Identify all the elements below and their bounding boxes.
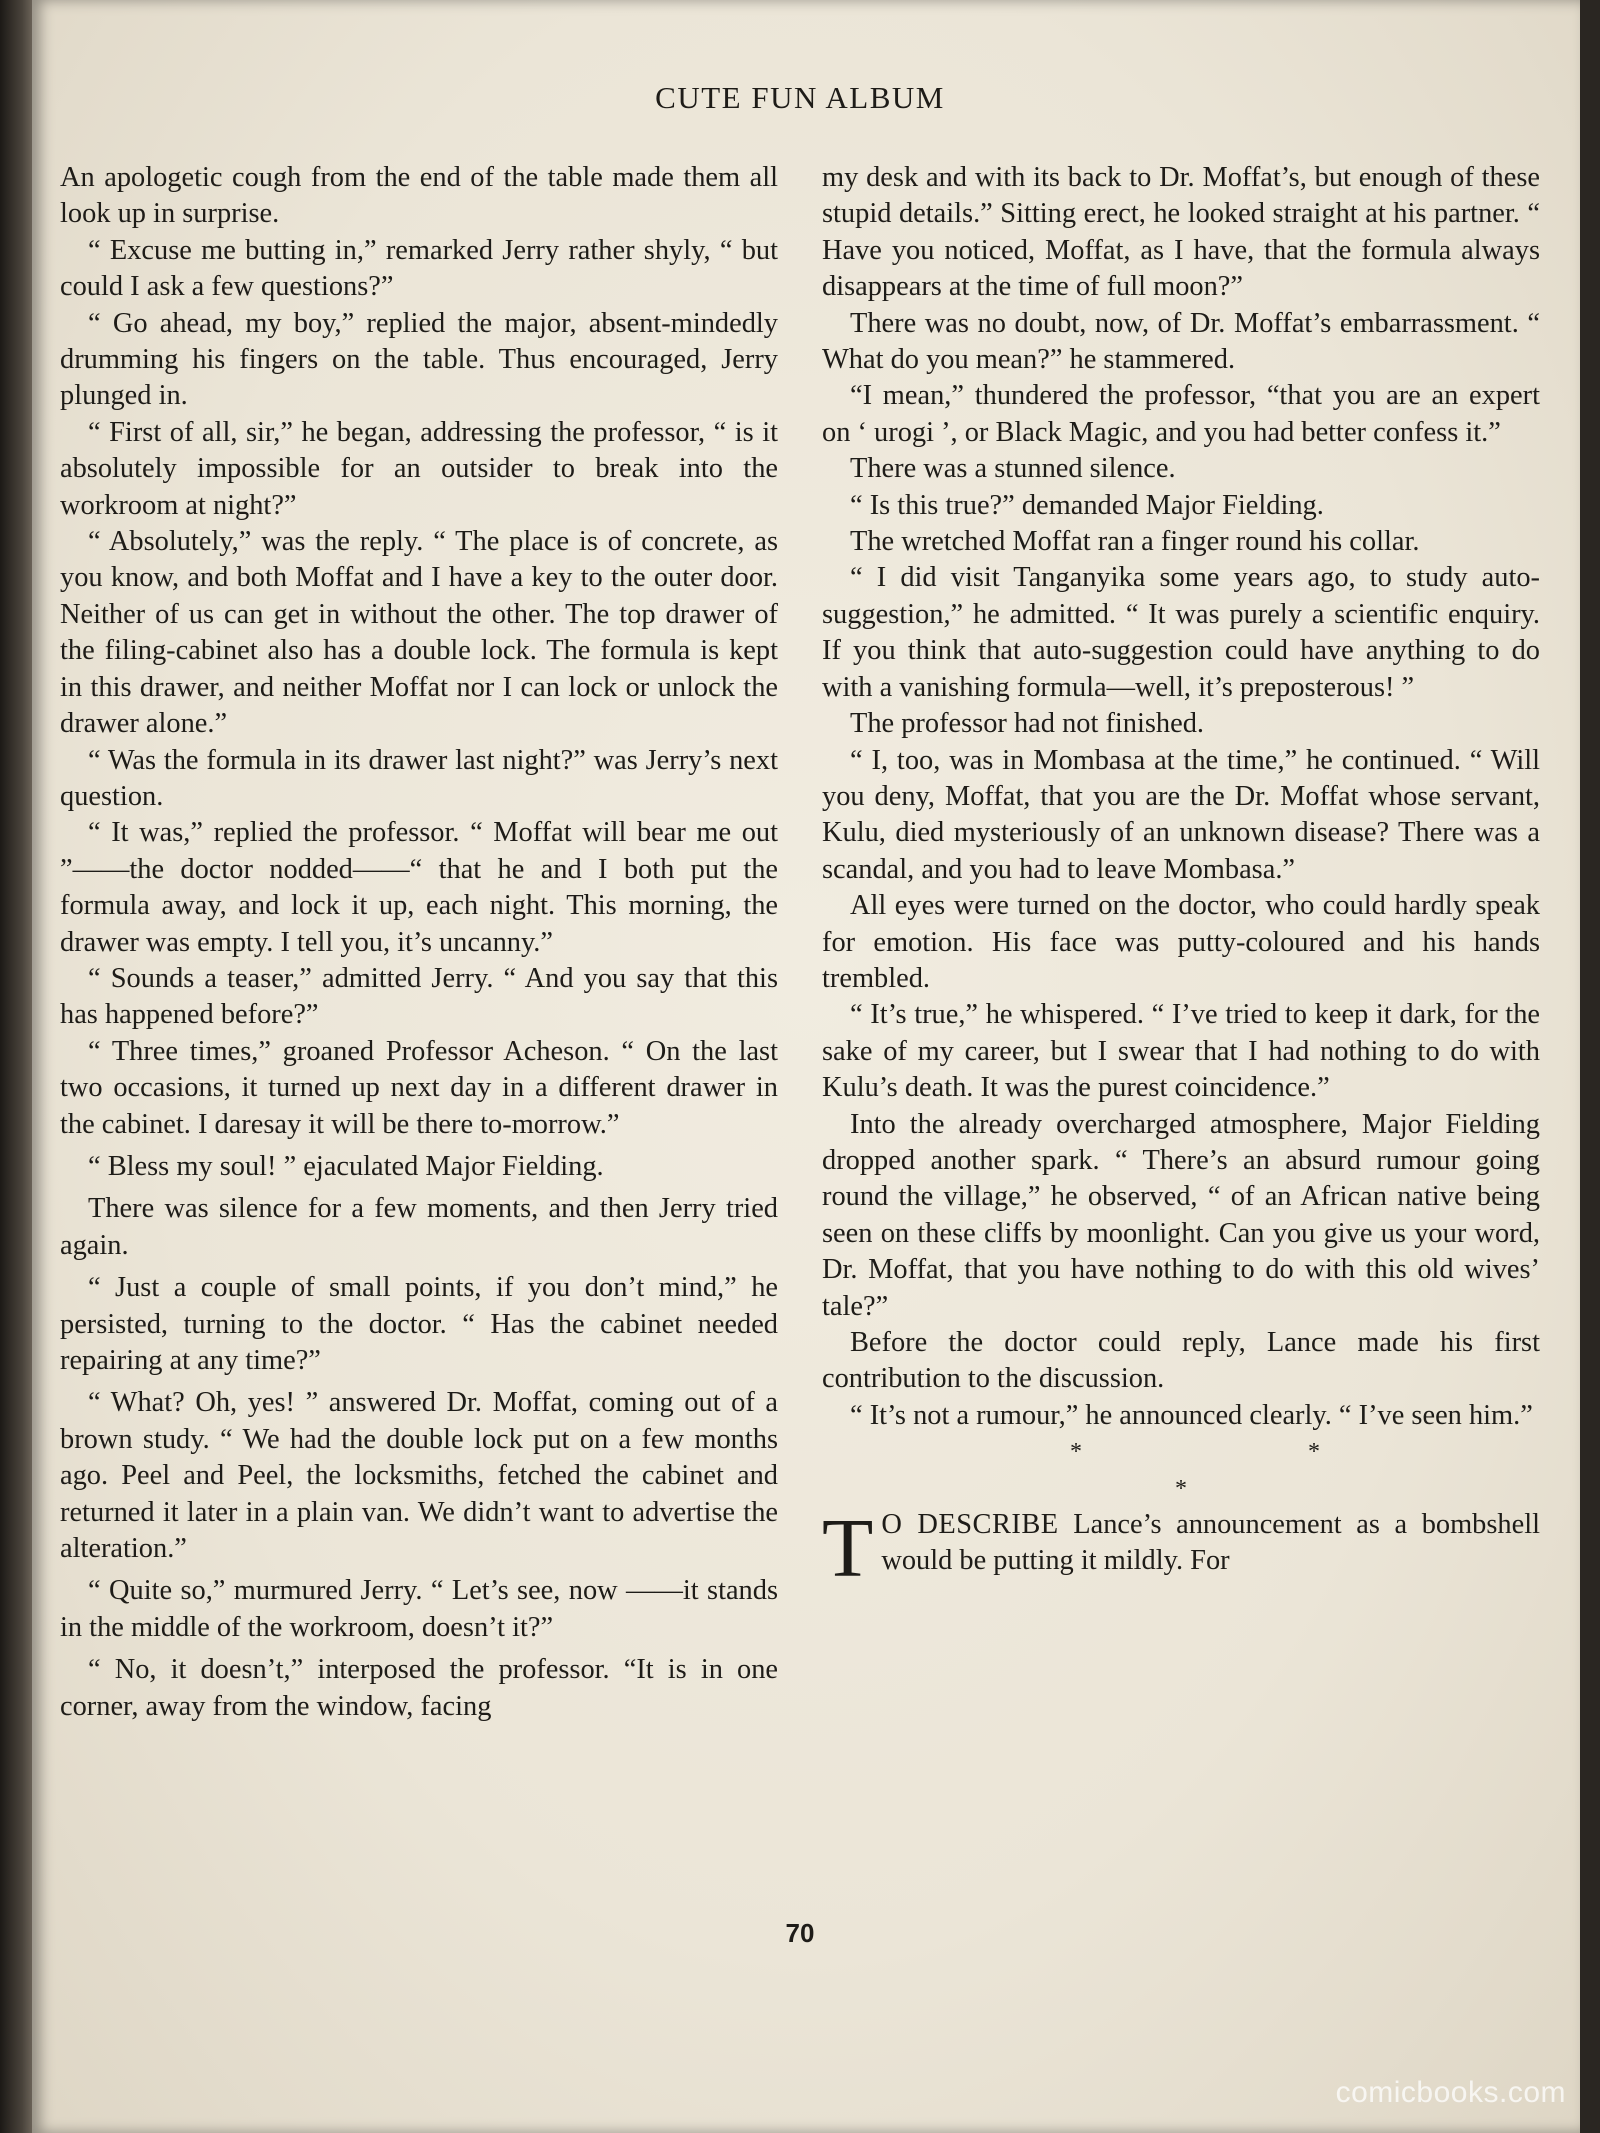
paragraph: “ Is this true?” demanded Major Fielding. [850, 489, 1324, 521]
paragraph: “ I, too, was in Mombasa at the time,” he continued. “ Will you deny, Moffat, that you are the Dr. Moffat whose servant, Kulu, died mysteriously of an unknown disease? There was a scandal, and you had to leave Mombasa.” [822, 744, 1540, 885]
final-paragraph [822, 1502, 1540, 1596]
paragraph: “ No, it doesn’t,” interposed the professor. “It is in one corner, away from the window, facing [60, 1654, 778, 1722]
watermark: comicbooks.com [1335, 2076, 1566, 2109]
paragraph: “ Just a couple of small points, if you don’t mind,” he persisted, turning to the doctor. “ Has the cabinet needed repairing at any time?” [60, 1272, 778, 1376]
paragraph: “ I did visit Tanganyika some years ago, to study auto-suggestion,” he admitted. “ It was purely a scientific enquiry. If you think that auto-suggestion could have anything to do with a vanishing formula—well, it’s preposterous! ” [822, 562, 1540, 703]
page-number: 70 [785, 1918, 815, 1948]
paragraph: “ Three times,” groaned Professor Acheson. “ On the last two occasions, it turned up next day in a different drawer in the cabinet. I daresay it will be there to-morrow.” [60, 1035, 778, 1140]
paragraph: All eyes were turned on the doctor, who could hardly speak for emotion. His face was putty-coloured and his hands trembled. [822, 890, 1540, 994]
paragraph: “ It’s true,” he whispered. “ I’ve tried to keep it dark, for the sake of my career, but I swear that I had nothing to do with Kulu’s death. It was the purest coincidence.” [822, 999, 1540, 1104]
paragraph: “ What? Oh, yes! ” answered Dr. Moffat, coming out of a brown study. “ We had the double lock put on a few months ago. Peel and Peel, the locksmiths, fetched the cabinet and returned it later in a plain van. We didn’t want to advertise the alteration.” [60, 1387, 778, 1565]
paragraph: “ It was,” replied the professor. “ Moffat will bear me out ”——the doctor nodded——“ that he and I both put the formula away, and lock it up, each night. This morning, the drawer was empty. I tell you, it’s uncanny.” [60, 817, 778, 958]
paragraph: There was silence for a few moments, and then Jerry tried again. [60, 1193, 778, 1261]
paragraph: Into the already overcharged atmosphere, Major Fielding dropped another spark. “ There’s an absurd rumour going round the village,” he observed, “ of an African native being seen on these cliffs by moonlight. Can you give us your word, Dr. Moffat, that you have nothing to do with this old wives’ tale?” [822, 1108, 1540, 1322]
paragraph: There was a stunned silence. [850, 453, 1176, 485]
paragraph: “ Go ahead, my boy,” replied the major, absent-mindedly drumming his fingers on the table. Thus encouraged, Jerry plunged in. [60, 307, 778, 412]
paragraph: “ Quite so,” murmured Jerry. “ Let’s see, now ——it stands in the middle of the workroom, doesn’t it?” [60, 1575, 778, 1643]
paragraph: “ Bless my soul! ” ejaculated Major Fielding. [88, 1150, 604, 1182]
paragraph: The wretched Moffat ran a finger round his collar. [850, 526, 1420, 558]
paragraph: An apologetic cough from the end of the table made them all look up in surprise. [60, 162, 778, 230]
paragraph: “ Sounds a teaser,” admitted Jerry. “ And you say that this has happened before?” [60, 962, 778, 1031]
paragraph: “ Was the formula in its drawer last night?” was Jerry’s next question. [60, 744, 778, 812]
small-caps-lead: O DESCRIBE [881, 1509, 1059, 1541]
paragraph: “ It’s not a rumour,” he announced clearly. “ I’ve seen him.” [850, 1399, 1533, 1431]
drop-cap: T [822, 1502, 874, 1596]
paragraph: “ First of all, sir,” he began, addressing the professor, “ is it absolutely impossible for an outsider to break into the workroom at night?” [60, 416, 778, 521]
paragraph: my desk and with its back to Dr. Moffat’s, but enough of these stupid details.” Sitting erect, he looked straight at his partner. “ Have you noticed, Moffat, as I have, that the formula always disappears at the time of full moon?” [822, 162, 1540, 303]
book-spine-shadow [0, 0, 32, 2133]
paragraph: Before the doctor could reply, Lance made his first contribution to the discussion. [822, 1327, 1540, 1395]
paragraph: “ Excuse me butting in,” remarked Jerry rather shyly, “ but could I ask a few questions?” [60, 234, 778, 303]
section-break-stars: * * * [1070, 1439, 1430, 1502]
right-column [822, 160, 1540, 1596]
paragraph: The professor had not finished. [850, 708, 1205, 740]
left-column [60, 160, 778, 1725]
final-paragraph-text: Lance’s announcement as a bombshell would be putting it mildly. For [881, 1509, 1540, 1577]
paragraph: There was no doubt, now, of Dr. Moffat’s embarrassment. “ What do you mean?” he stammered. [822, 307, 1540, 376]
paragraph: “I mean,” thundered the professor, “that you are an expert on ‘ urogi ’, or Black Magic, and you had better confess it.” [822, 380, 1540, 448]
paragraph: “ Absolutely,” was the reply. “ The place is of concrete, as you know, and both Moffat and I have a key to the outer door. Neither of us can get in without the other. The top drawer of the filing-cabinet also has a double lock. The formula is kept in this drawer, and neither Moffat nor I can lock or unlock the drawer alone.” [60, 526, 778, 740]
running-head: CUTE FUN ALBUM [655, 80, 945, 115]
